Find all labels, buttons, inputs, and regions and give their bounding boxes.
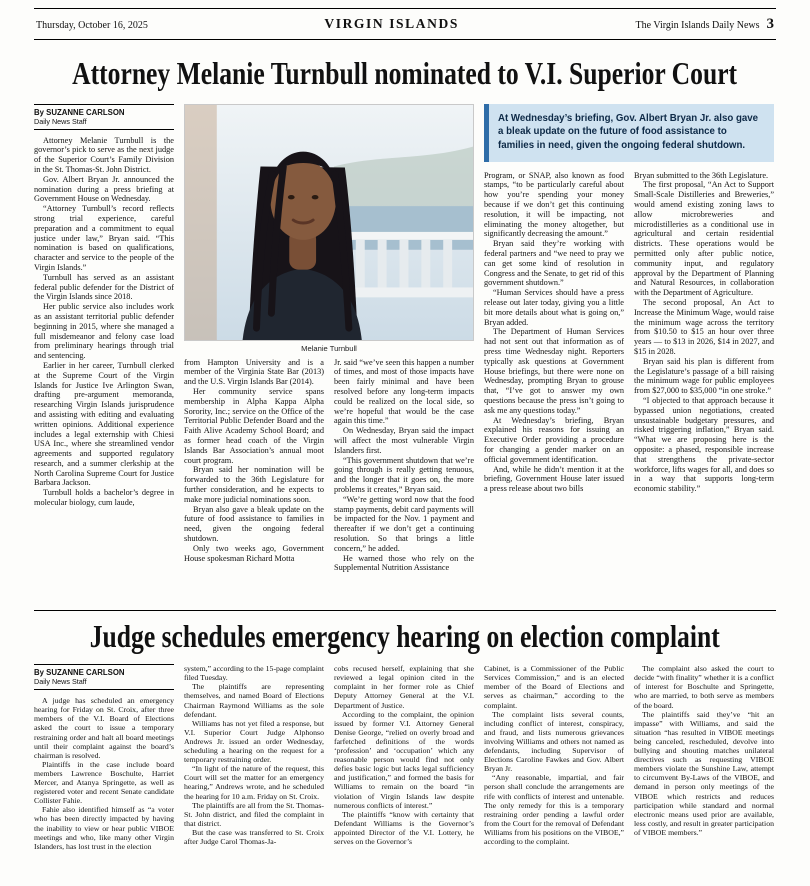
article1-columns-2-3 — [184, 358, 474, 604]
section-title: VIRGIN ISLANDS — [324, 16, 459, 31]
article1-columns-4-5 — [484, 171, 774, 604]
masthead — [635, 16, 774, 33]
byline-org: Daily News Staff — [34, 116, 87, 126]
article2-column-1-text: A judge has scheduled an emergency hearing for Friday on St. Croix, after three members of the V.I. Board of Elections asked the court to issue a temporary restraining order and halt all board meetings until their complaint against the board’s chairman is resolved. Plaintiffs in the case include board members Lawrence Boschulte, Harriet Mercer, and Atanya Springette, as well as registered voter and recent Senate candidate Collister Fahie. Fahie also identified himself as “a voter who has been directly impacted by having the inability to view or hear public VIBOE meetings and who, like many other Virgin Islanders, has lost trust in the election — [34, 696, 174, 851]
article1-column-1-text: Attorney Melanie Turnbull is the governor’s pick to serve as the next judge of the Superior Court’s Family Division in the St. Thomas-St. John District. Gov. Albert Bryan Jr. announced the nomination during a press briefing at Government House on Wednesday. “Attorney Turnbull’s record reflects strong trial experience, careful preparation and a commitment to equal justice under law,” Bryan said. “This nomination is based on qualifications, character and service to the people of the Virgin Islands.” Turnbull has served as an assistant federal public defender for the District of the Virgin Islands since 2018. Her public service also includes work as an assistant territorial public defender beginning in 2015, where she managed a full misdemeanor and felony case load from preliminary hearings through trial and sentencing. Earlier in her career, Turnbull clerked at the Supreme Court of the Virgin Islands for Justice Ive Arlington Swan, drafting pre-argument memoranda, researching Virgin Islands jurisprudence and assisting with editing and evaluating written opinions. Additional experience includes a legal externship with Chiesi USA Inc., where she streamlined vendor agreements and supported regulatory research, and a summer clerkship at the North Carolina Supreme Court for Justice Barbara Jackson. Turnbull holds a bachelor’s degree in molecular biology, cum laude, — [34, 135, 174, 508]
article-election-complaint — [34, 616, 776, 877]
article-divider — [34, 610, 776, 611]
article2-column-5-text: The complaint also asked the court to decide “with finality” whether it is a conflict of interest for Boschulte and Springette, who are married, to both serve as members of the board. The plaintiffs said they’ve “hit an impasse” with Williams, and said the situation “has resulted in VIBOE meetings being canceled, rescheduled, devolve into bullying and shouting matches unilateral directives such as requesting VIBOE members violate the Sunshine Law, attempt to circumvent By-Laws of the VIBOE, and demand in person only meetings of the VIBOE which restricts and reduces participation while standard and normal electronic means used prior are available, less costly, and result in greater participation of VIBOE members.” — [634, 664, 774, 837]
melanie-turnbull-photo — [184, 104, 474, 341]
article1-column-1 — [34, 104, 174, 604]
article2-column-1 — [34, 664, 174, 876]
article2-column-2-text: system,” according to the 15-page complaint filed Tuesday. The plaintiffs are representing themselves, and named Board of Elections Chairman Raymond Williams as the sole defendant. Williams has not yet filed a response, but V.I. Superior Court Judge Alphonso Andrews Jr. issued an order Wednesday, scheduling a hearing on the request for a temporary restraining order. “In light of the nature of the request, this Court will set the matter for an emergency hearing,” Andrews wrote, and he scheduled the hearing for 10 a.m. Friday on St. Croix. The plaintiffs are all from the St. Thomas-St. John district, and filed the complaint in that district. But the case was transferred to St. Croix after Judge Carol Thomas-Ja- — [184, 664, 324, 846]
article1-byline — [34, 104, 174, 130]
callout-box — [484, 104, 774, 162]
article1-column-3-text: Jr. said “we’ve seen this happen a number of times, and most of those impacts have been fairly minimal and have been resolved before any long-term impacts could be realized on the local side, so we’re hopeful that would be the case again this time.” On Wednesday, Bryan said the impact will affect the most vulnerable Virgin Islanders first. “This government shutdown that we’re going through is really getting tenuous, and the longer that it goes on, the more problems it creates,” Bryan said. “We’re getting word now that the food stamp payments, debit card payments will be impacted for the Nov. 1 payment and thereafter if we don’t get a continuing resolution. So that brings a little concern,” he added. He warned those who rely on the Supplemental Nutrition Assistance — [334, 357, 474, 573]
callout-text: At Wednesday’s briefing, Gov. Albert Bryan Jr. also gave a bleak update on the future of food assistance to families in need, given the ongoing federal shutdown. — [498, 112, 759, 151]
article2-column-3-text: cobs recused herself, explaining that she reviewed a legal opinion cited in the complaint in her former role as Chief Deputy Attorney General at the V.I. Department of Justice. According to the complaint, the opinion issued by former V.I. Attorney General Denise George, “relied on overly broad and farfetched definitions of the words ‘profession’ and ‘occupation’ which any reasonable person would find not only defies basic logic but lacks legal sufficiency and justification,” and formed the basis for Williams to remain on the board “in violation of Virgin Islands law despite numerous conflicts of interest.” The plaintiffs “know with certainty that Defendant Williams is the Governor’s appointed Director of the V.I. Lottery, he serves on the Governor’s — [334, 664, 474, 846]
article1-callout-group — [484, 104, 774, 604]
article1-column-2-text: from Hampton University and is a member of the Virginia State Bar (2013) and the U.S. Virgin Islands Bar (2014). Her community service spans membership in Alpha Kappa Alpha Sorority, Inc.; service on the Office of the Territorial Public Defender Board and the Faith Alive Academy School Board; and as former head coach of the Virgin Islands Bar Association’s annual moot court program. Bryan said her nomination will be forwarded to the 36th Legislature for further consideration, and he expects to make more judicial nominations soon. Bryan also gave a bleak update on the future of food assistance to families in need, given the ongoing federal shutdown. Only two weeks ago, Government House spokesman Richard Motta — [184, 357, 324, 563]
article2-column-4-text: Cabinet, is a Commissioner of the Public Services Commission,” and is an elected member of the Board of Elections and serves as chairman,” according to the complaint. The complaint lists several counts, including conflict of interest, conspiracy, and fraud, and lists numerous grievances involving Williams and others not named as defendants, including Supervisor of Elections Caroline Fawkes and Gov. Albert Bryan Jr. “Any reasonable, impartial, and fair person shall conclude the arrangements are rife with conflicts of interest and untenable. The only remedy for this is a temporary restraining order pending a lawful order from the Court for the removal of Defendant Williams from his positions on the VIBOE,” according to the complaint. — [484, 664, 624, 846]
byline-org: Daily News Staff — [34, 677, 87, 687]
article1-body — [34, 104, 776, 604]
paper-name: The Virgin Islands Daily News — [635, 20, 760, 31]
issue-date: Thursday, October 16, 2025 — [36, 20, 148, 31]
photo-caption: Melanie Turnbull — [301, 343, 357, 353]
article1-headline-wrap — [34, 53, 776, 95]
page-header — [34, 8, 776, 40]
article1-headline: Attorney Melanie Turnbull nominated to V.I. Superior Court — [72, 55, 738, 91]
article2-body — [34, 664, 776, 876]
page-number: 3 — [766, 16, 774, 32]
article2-byline — [34, 664, 174, 690]
article2-headline: Judge schedules emergency hearing on election complaint — [90, 617, 721, 654]
article1-column-5-text: Bryan submitted to the 36th Legislature. The first proposal, “An Act to Support Small-Scale Distilleries and Breweries,” would amend existing zoning laws to allow microbreweries and microdistilleries as a conditional use in agricultural and certain residential districts. These operations would be permitted only after public notice, community input, and regulatory approval by the Department of Planning and Natural Resources, in collaboration with the Department of Agriculture. The second proposal, An Act to Increase the Minimum Wage, would raise the minimum wage across the territory from $10.50 to $15 an hour over three years — to $13 in 2026, $14 in 2027, and $15 in 2028. Bryan said his plan is different from the Legislature’s passage of a bill raising the minimum wage for public employees from $27,000 to $35,000 “in one stroke.” “I objected to that approach because it bypassed union negotiations, created unsustainable budgetary pressures, and risked triggering inflation,” Bryan said. “What we are proposing here is the opposite: a phased, responsible increase that strengthens the private-sector workforce, lifts wages for all, and does so in a way that supports long-term economic stability.” — [634, 170, 774, 494]
byline-author: By SUZANNE CARLSON — [34, 668, 125, 678]
article-turnbull-nomination — [34, 53, 776, 604]
article1-photo-group — [184, 104, 474, 604]
article1-column-4-text: Program, or SNAP, also known as food stamps, “to be particularly careful about how you’re spending your money because if we don’t get this continuing resolution, it will be impacting, not eliminating the money altogether, but significantly decreasing the amount.” Bryan said they’re working with federal partners and “we need to pray we can get some kind of resolution in Congress and the Senate, to get rid of this government shutdown.” “Human Services should have a press release out later today, giving you a little bit more details about what is going on,” Bryan added. The Department of Human Services had not sent out that information as of press time Wednesday night. Reporters typically ask questions at Government House briefings, but there were none on Wednesday, prompting Bryan to grouse that, “I’ve got to answer my own questions because the press isn’t going to ask me any questions today.” At Wednesday’s briefing, Bryan explained his reasons for issuing an Executive Order providing a procedure for changing a gender marker on an official government identification. And, while he didn’t mention it at the briefing, Government House later issued a press release about two bills — [484, 170, 624, 494]
article2-headline-wrap — [34, 616, 776, 658]
byline-author: By SUZANNE CARLSON — [34, 107, 125, 117]
portrait-illustration — [185, 105, 473, 340]
